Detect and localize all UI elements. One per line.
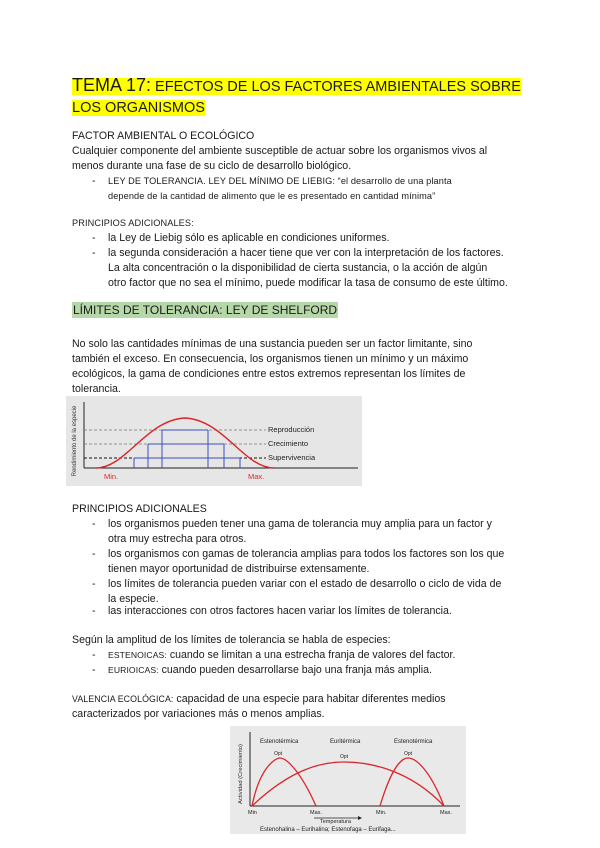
dash-mark: - — [92, 605, 96, 617]
estenoicas-term: ESTENOICAS: — [108, 650, 167, 660]
x-tick-min-2: Min. — [376, 810, 387, 816]
eurioicas-term: EURIOICAS: — [108, 665, 159, 675]
principios-heading-2: PRINCIPIOS ADICIONALES — [72, 503, 207, 515]
curve-label-2: Euritérmica — [330, 739, 361, 745]
principio-2-2-line1: los organismos con gamas de tolerancia amplias para todos los factores son los que — [108, 548, 505, 560]
x-tick-max-2: Max. — [440, 810, 452, 816]
dash-mark: - — [92, 247, 96, 259]
shelford-paragraph-line1: No solo las cantidades mínimas de una sustancia pueden ser un factor limitante, sino — [72, 338, 473, 350]
liebig-law-line2: depende de la cantidad de alimento que le es presentado en cantidad mínima” — [108, 191, 436, 201]
shelford-heading — [72, 302, 338, 319]
principio-1-2-line3: otro factor que no sea el mínimo, puede modificar la tasa de consumo de este último. — [108, 277, 508, 289]
level-label-supervivencia: Supervivencia — [268, 453, 316, 462]
dash-mark: - — [92, 548, 96, 560]
eurioicas-item — [108, 663, 432, 678]
factor-heading: FACTOR AMBIENTAL O ECOLÓGICO — [72, 130, 255, 142]
dash-mark: - — [92, 175, 96, 187]
shelford-paragraph-line2: también el exceso. En consecuencia, los organismos tienen un mínimo y un máximo — [72, 353, 469, 365]
valencia-def-line1: capacidad de una especie para habitar diferentes medios — [173, 693, 446, 705]
principio-2-2-line2: tienen mayor oportunidad de distribuirse extensamente. — [108, 563, 370, 575]
document-title-line2 — [72, 96, 205, 120]
principio-1-1: la Ley de Liebig sólo es aplicable en condiciones uniformes. — [108, 232, 390, 244]
liebig-law-line1: LEY DE TOLERANCIA. LEY DEL MÍNIMO DE LIEBIG: “el desarrollo de una planta — [108, 176, 452, 186]
figure2-xlabel: Temperatura — [320, 819, 351, 825]
max-label: Max. — [248, 472, 265, 481]
level-label-reproduccion: Reproducción — [268, 425, 315, 434]
factor-definition-line2: menos durante una fase de su ciclo de desarrollo biológico. — [72, 160, 352, 172]
dash-mark: - — [92, 578, 96, 590]
curve-label-1: Estenotérmica — [260, 739, 299, 745]
shelford-tolerance-figure — [66, 396, 362, 486]
eurioicas-def: cuando pueden desarrollarse bajo una franja más amplia. — [158, 664, 432, 676]
opt-label-1: Opt — [274, 751, 283, 757]
principio-2-3-line2: la especie. — [108, 593, 159, 605]
dash-mark: - — [92, 649, 96, 661]
figure2-caption: Estenohalina – Eurihalina; Estenofaga – Eurifaga... — [260, 827, 396, 833]
factor-definition-line1: Cualquier componente del ambiente susceptible de actuar sobre los organismos vivos al — [72, 145, 488, 157]
valencia-line1 — [72, 692, 446, 707]
dash-mark: - — [92, 664, 96, 676]
principio-2-3-line1: los límites de tolerancia pueden variar con el estado de desarrollo o ciclo de vida de — [108, 578, 502, 590]
min-label: Min. — [104, 472, 119, 481]
title-number: TEMA 17: — [72, 75, 152, 95]
principios-heading-1: PRINCIPIOS ADICIONALES: — [72, 218, 194, 228]
figure2-ylabel: Actividad (Crecimiento) — [238, 744, 244, 804]
valencia-line2: caracterizados por variaciones más o menos amplias. — [72, 708, 325, 720]
principio-2-1-line2: otra muy estrecha para otros. — [108, 533, 247, 545]
figure1-ylabel: Rendimiento de la especie — [72, 405, 78, 477]
valencia-term: VALENCIA ECOLÓGICA: — [72, 694, 174, 704]
valencia-ecologica-figure — [230, 726, 466, 834]
principio-2-1-line1: los organismos pueden tener una gama de tolerancia muy amplia para un factor y — [108, 518, 492, 530]
x-tick-min-1: Min — [248, 810, 257, 816]
estenoicas-def: cuando se limitan a una estrecha franja de valores del factor. — [166, 649, 456, 661]
dash-mark: - — [92, 518, 96, 530]
level-label-crecimiento: Crecimiento — [268, 439, 309, 448]
x-tick-max-1: Max. — [310, 810, 322, 816]
opt-label-2: Opt — [340, 754, 349, 760]
principio-1-2-line1: la segunda consideración a hacer tiene que ver con la interpretación de los factores. — [108, 247, 504, 259]
estenoicas-item — [108, 648, 455, 663]
principio-2-4-line1: las interacciones con otros factores hacen variar los límites de tolerancia. — [108, 605, 452, 617]
title-line2: LOS ORGANISMOS — [72, 100, 205, 116]
title-line1: EFECTOS DE LOS FACTORES AMBIENTALES SOBRE — [151, 79, 521, 95]
curve-label-3: Estenotérmica — [394, 739, 433, 745]
opt-label-3: Opt — [404, 751, 413, 757]
dash-mark: - — [92, 232, 96, 244]
shelford-paragraph-line3: ecológicos, la gama de condiciones entre estos extremos representan los límites de — [72, 368, 466, 380]
shelford-paragraph-line4: tolerancia. — [72, 383, 121, 395]
principio-1-2-line2: La alta concentración o la disponibilidad de cierta sustancia, o la acción de algún — [108, 262, 488, 274]
amplitud-intro: Según la amplitud de los límites de tolerancia se habla de especies: — [72, 634, 391, 646]
shelford-heading-text: LÍMITES DE TOLERANCIA: LEY DE SHELFORD — [73, 303, 338, 317]
